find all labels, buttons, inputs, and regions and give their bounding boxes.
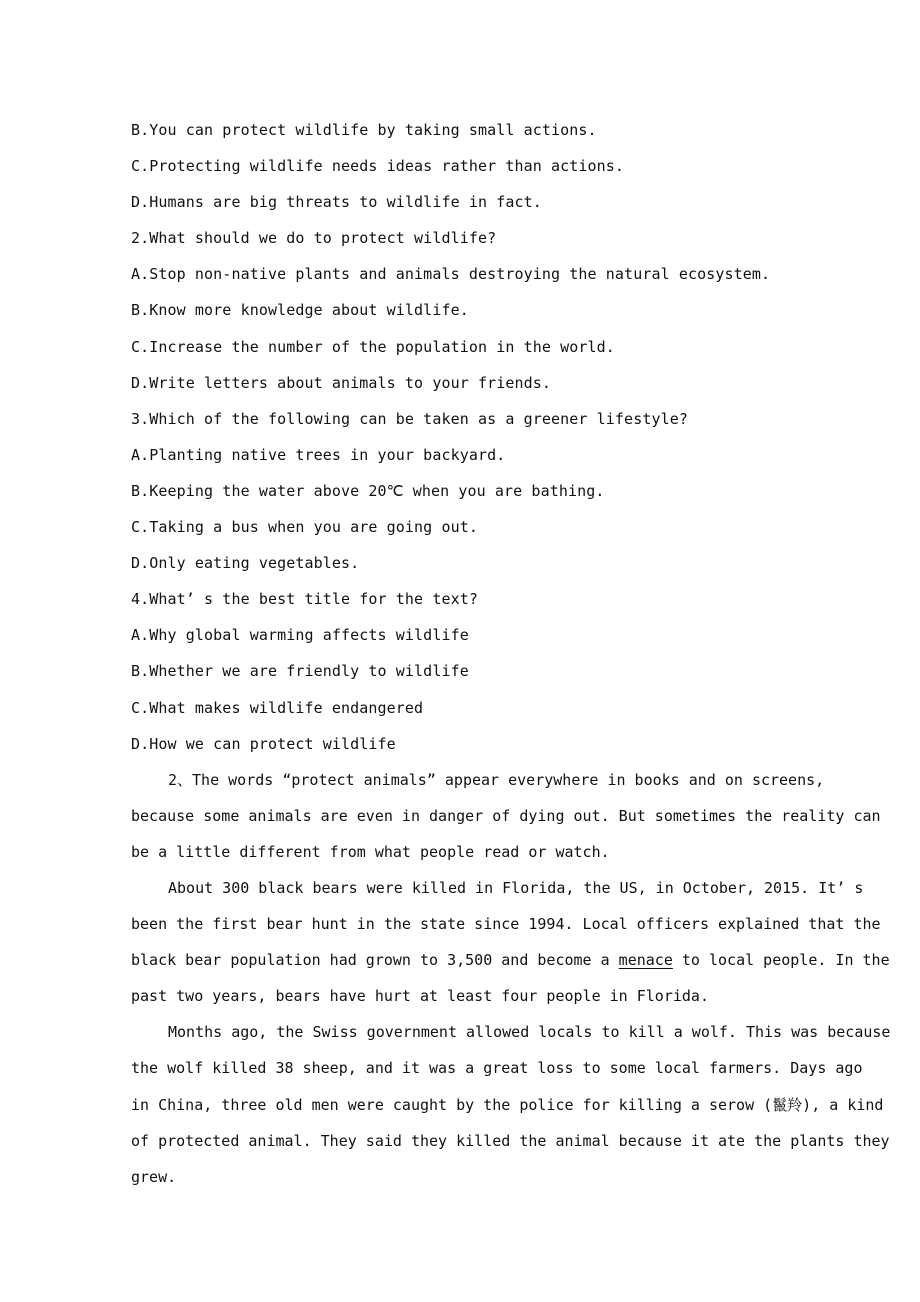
q3-stem: 3.Which of the following can be taken as a greener lifestyle? [131, 409, 688, 428]
text-before-menace: black bear population had grown to 3,500 and become a [131, 951, 619, 970]
q4-stem: 4.What’ s the best title for the text? [131, 590, 478, 609]
q3-option-a: A.Planting native trees in your backyard. [131, 445, 506, 464]
passage2-p2-line3 [131, 942, 890, 978]
passage2-p2-line1: About 300 black bears were killed in Florida, the US, in October, 2015. It’ s [168, 878, 864, 897]
q2-option-c: C.Increase the number of the population in the world. [131, 337, 615, 356]
passage2-p3-line1: Months ago, the Swiss government allowed locals to kill a wolf. This was because [168, 1023, 891, 1042]
q2-option-a: A.Stop non-native plants and animals destroying the natural ecosystem. [131, 265, 771, 284]
passage2-p3-line2: the wolf killed 38 sheep, and it was a great loss to some local farmers. Days ago [131, 1059, 863, 1078]
q1-option-c: C.Protecting wildlife needs ideas rather than actions. [131, 157, 625, 176]
passage2-p3-line5: grew. [131, 1167, 177, 1186]
passage2-p1-line3: be a little different from what people read or watch. [131, 842, 610, 861]
text-after-menace: to local people. In the [672, 951, 890, 970]
q2-option-d: D.Write letters about animals to your friends. [131, 373, 552, 392]
q2-stem: 2.What should we do to protect wildlife? [131, 229, 497, 248]
passage2-p3-line3: in China, three old men were caught by the police for killing a serow (鬣羚), a kind [131, 1095, 884, 1114]
document-page [131, 112, 891, 1195]
passage2-p3-line4: of protected animal. They said they killed the animal because it ate the plants they [131, 1131, 890, 1150]
q3-option-d: D.Only eating vegetables. [131, 554, 360, 573]
q4-option-a: A.Why global warming affects wildlife [131, 626, 469, 645]
q1-option-d: D.Humans are big threats to wildlife in fact. [131, 193, 542, 212]
passage2-p2-line2: been the first bear hunt in the state since 1994. Local officers explained that the [131, 915, 881, 934]
q4-option-d: D.How we can protect wildlife [131, 734, 396, 753]
q4-option-b: B.Whether we are friendly to wildlife [131, 662, 469, 681]
passage2-p1-line1: 2、The words “protect animals” appear everywhere in books and on screens, [168, 770, 825, 789]
q3-option-c: C.Taking a bus when you are going out. [131, 518, 478, 537]
q1-option-b: B.You can protect wildlife by taking small actions. [131, 121, 597, 139]
underlined-word-menace: menace [618, 951, 673, 970]
passage2-p1-line2: because some animals are even in danger of dying out. But sometimes the reality can [131, 806, 881, 825]
q4-option-c: C.What makes wildlife endangered [131, 698, 424, 717]
q3-option-b: B.Keeping the water above 20℃ when you are bathing. [131, 481, 605, 500]
q2-option-b: B.Know more knowledge about wildlife. [131, 301, 469, 320]
passage2-p2-line4: past two years, bears have hurt at least four people in Florida. [131, 987, 709, 1006]
